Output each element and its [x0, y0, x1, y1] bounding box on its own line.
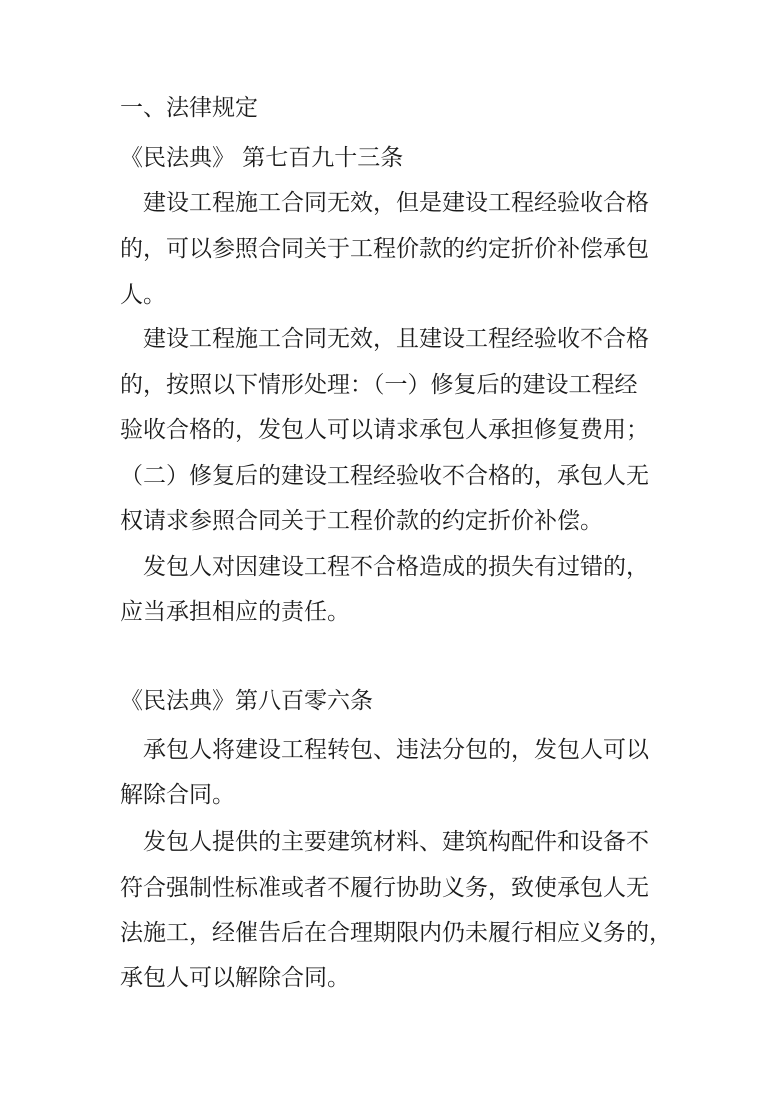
article-806-paragraph-2-line-4: 承包人可以解除合同。 [120, 965, 350, 991]
article-793-paragraph-2-line-3: 验收合格的，发包人可以请求承包人承担修复费用； [120, 417, 649, 443]
article-793-paragraph-2-line-4: （二）修复后的建设工程经验收不合格的，承包人无 [120, 463, 649, 489]
article-793-paragraph-1-line-1: 建设工程施工合同无效，但是建设工程经验收合格 [143, 190, 649, 216]
article-793-paragraph-1-line-2: 的，可以参照合同关于工程价款的约定折价补偿承包 [120, 236, 649, 262]
article-793-paragraph-1-line-3: 人。 [120, 282, 166, 308]
article-793-paragraph-3-line-1: 发包人对因建设工程不合格造成的损失有过错的， [143, 554, 649, 580]
article-793-paragraph-2-line-2: 的，按照以下情形处理：（一）修复后的建设工程经 [120, 372, 638, 398]
article-806-paragraph-1-line-1: 承包人将建设工程转包、违法分包的，发包人可以 [143, 737, 649, 763]
article-793-paragraph-2-line-5: 权请求参照合同关于工程价款的约定折价补偿。 [120, 508, 603, 534]
article-793-paragraph-3-line-2: 应当承担相应的责任。 [120, 599, 350, 625]
article-806-paragraph-2-line-2: 符合强制性标准或者不履行协助义务，致使承包人无 [120, 875, 649, 901]
article-title-793: 《民法典》 第七百九十三条 [120, 145, 404, 171]
article-806-paragraph-1-line-2: 解除合同。 [120, 782, 235, 808]
article-806-paragraph-2-line-3: 法施工，经催告后在合理期限内仍未履行相应义务的， [120, 920, 672, 946]
article-title-806: 《民法典》第八百零六条 [120, 688, 373, 714]
article-793-paragraph-2-line-1: 建设工程施工合同无效，且建设工程经验收不合格 [143, 326, 649, 352]
section-heading: 一、法律规定 [120, 95, 258, 121]
article-806-paragraph-2-line-1: 发包人提供的主要建筑材料、建筑构配件和设备不 [143, 829, 649, 855]
